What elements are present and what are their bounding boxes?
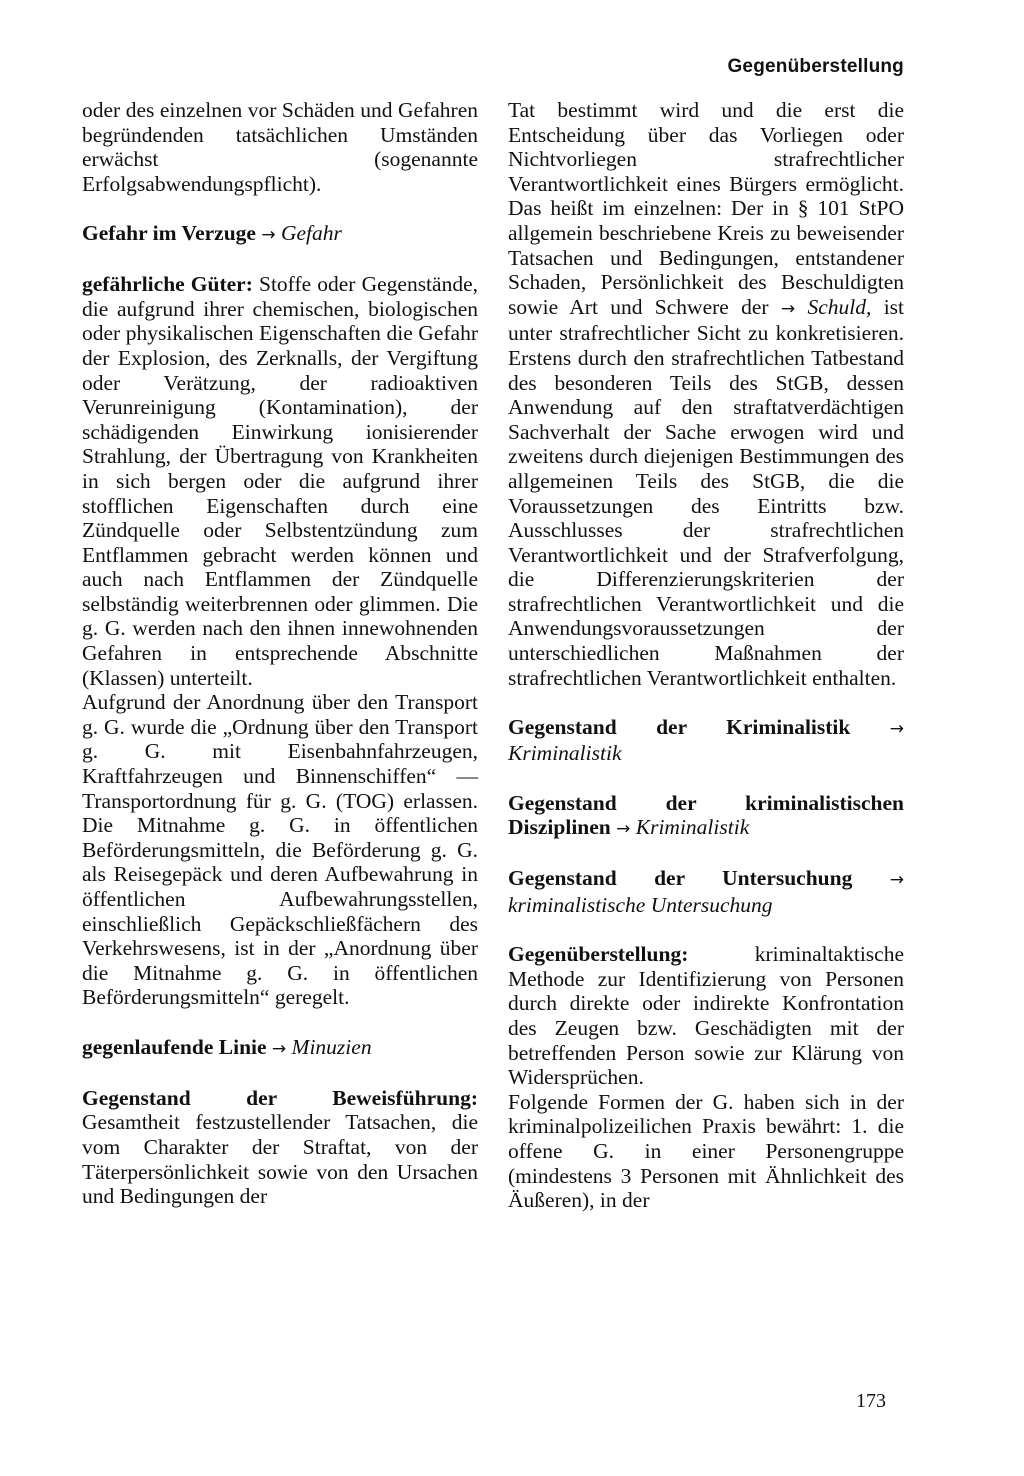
entry-headword: gefährliche Güter: (82, 272, 253, 297)
cross-reference: kriminalistische Untersuchung (508, 893, 773, 917)
cross-reference: Kriminalistik (635, 815, 750, 840)
arrow-right-icon: → (271, 1038, 287, 1059)
entry-gefaehrliche-gueter (82, 272, 478, 1010)
cross-reference: Minuzien (291, 1034, 372, 1059)
arrow-right-icon: → (616, 819, 631, 840)
entry-headword: Gefahr im Verzuge (82, 220, 256, 245)
entry-gegenstand-der-kriminalistik (508, 715, 904, 766)
entry-headword: Gegenüberstellung: (508, 942, 689, 967)
left-column (82, 98, 478, 1209)
entry-gegenstand-der-kriminalistischen-disziplinen (508, 791, 904, 842)
running-head: Gegenüberstellung (727, 56, 904, 77)
continued-text: Tat bestimmt wird und die erst die Entscheidung über das Vorliegen oder Nichtvorliegen strafrechtlicher Verantwortlichkeit eines Bürgers ermöglicht. Das heißt im einzelnen: Der in § 101 StPO allgemein beschriebene Kreis zu beweisender Tatsachen und Bedingungen, entstandener Schaden, Persönlichkeit des Beschuldigten sowie Art und Schwere der → Schuld, ist unter strafrechtlicher Sicht zu konkretisieren. Erstens durch den strafrechtlichen Tatbestand des besonderen Teils des StGB, dessen Anwendung auf den straftatverdächtigen Sachverhalt der Sache erwogen wird und zweitens durch diejenigen Bestimmungen des allgemeinen Teils des StGB, die die Voraussetzungen des Eintritts bzw. Ausschlusses der strafrechtlichen Verantwortlichkeit und der Strafverfolgung, die Differenzierungskriterien der strafrechtlichen Verantwortlichkeit und die Anwendungsvoraussetzungen der unterschiedlichen Maßnahmen der strafrechtlichen Verantwortlichkeit enthalten. (508, 98, 905, 690)
continued-text: oder des einzelnen vor Schäden und Gefahren begründenden tatsächlichen Umständen erwächst (sogenannte Erfolgsabwendungspflicht). (82, 98, 478, 196)
arrow-right-icon: → (889, 870, 904, 891)
entry-gefahr-im-verzuge (82, 221, 478, 248)
entry-gegenstand-der-beweisfuehrung (82, 1086, 478, 1209)
entry-gegenlaufende-linie (82, 1035, 478, 1062)
cross-reference: Gefahr (280, 220, 342, 245)
arrow-right-icon: → (261, 224, 276, 245)
entry-gegenueberstellung (508, 942, 904, 1213)
entry-headword: gegenlaufende Linie (82, 1034, 267, 1059)
entry-definition: Gesamtheit festzustellender Tatsachen, die vom Charakter der Straftat, von der Täterpersönlichkeit sowie von den Ursachen und Bedingungen der (82, 1110, 478, 1209)
entry-paragraph: Aufgrund der Anordnung über den Transport g. G. wurde die „Ordnung über den Transport g. G. mit Eisenbahnfahrzeugen, Kraftfahrzeugen und Binnenschiffen“ — Transportordnung für g. G. (TOG) erlassen. Die Mitnahme g. G. in öffentlichen Beförderungsmitteln, die Beförderung g. G. als Reisegepäck und deren Aufbewahrung in öffentlichen Aufbewahrungsstellen, einschließlich Gepäckschließfächern des Verkehrswesens, ist in der „Anordnung über die Mitnahme g. G. in öffentlichen Beförderungsmitteln“ geregelt. (82, 690, 478, 1010)
right-column (508, 98, 904, 1213)
arrow-right-icon: → (780, 298, 796, 319)
entry-definition: Stoffe oder Gegenstände, die aufgrund ihrer chemischen, biologischen oder physikalischen Eigenschaften die Gefahr der Explosion, des Zerknalls, der Vergiftung oder Verätzung, der radioaktiven Verunreinigung (Kontamination), der schädigenden Einwirkung ionisierender Strahlung, der Übertragung von Krankheiten in sich bergen oder die aufgrund ihrer stofflichen Eigenschaften durch eine Zündquelle oder Selbstentzündung zum Entflammen gebracht werden können und auch nach Entflammen der Zündquelle selbständig weiterbrennen oder glimmen. Die g. G. werden nach den ihnen innewohnenden Gefahren in entsprechende Abschnitte (Klassen) unterteilt. (82, 272, 478, 690)
entry-headword: Gegenstand der kriminalistischen Disziplinen (508, 790, 904, 840)
entry-headword: Gegenstand der Untersuchung (508, 866, 853, 891)
cross-reference: Schuld, (807, 294, 872, 319)
entry-headword: Gegenstand der Kriminalistik (508, 714, 851, 739)
cross-reference: Kriminalistik (508, 741, 622, 766)
entry-definition: kriminaltaktische Methode zur Identifizierung von Personen durch direkte oder indirekte Konfrontation des Zeugen bzw. Geschädigten mit der betreffenden Person sowie zur Klärung von Widersprüchen. (508, 942, 904, 1090)
entry-gegenstand-der-untersuchung (508, 866, 904, 917)
entry-headword: Gegenstand der Beweisführung: (82, 1085, 478, 1110)
page-number: 173 (856, 1390, 886, 1412)
arrow-right-icon: → (889, 718, 904, 739)
entry-paragraph: Folgende Formen der G. haben sich in der kriminalpolizeilichen Praxis bewährt: 1. die offene G. in einer Personengruppe (mindestens 3 Personen mit Ähnlichkeit des Äußeren), in der (508, 1089, 904, 1213)
